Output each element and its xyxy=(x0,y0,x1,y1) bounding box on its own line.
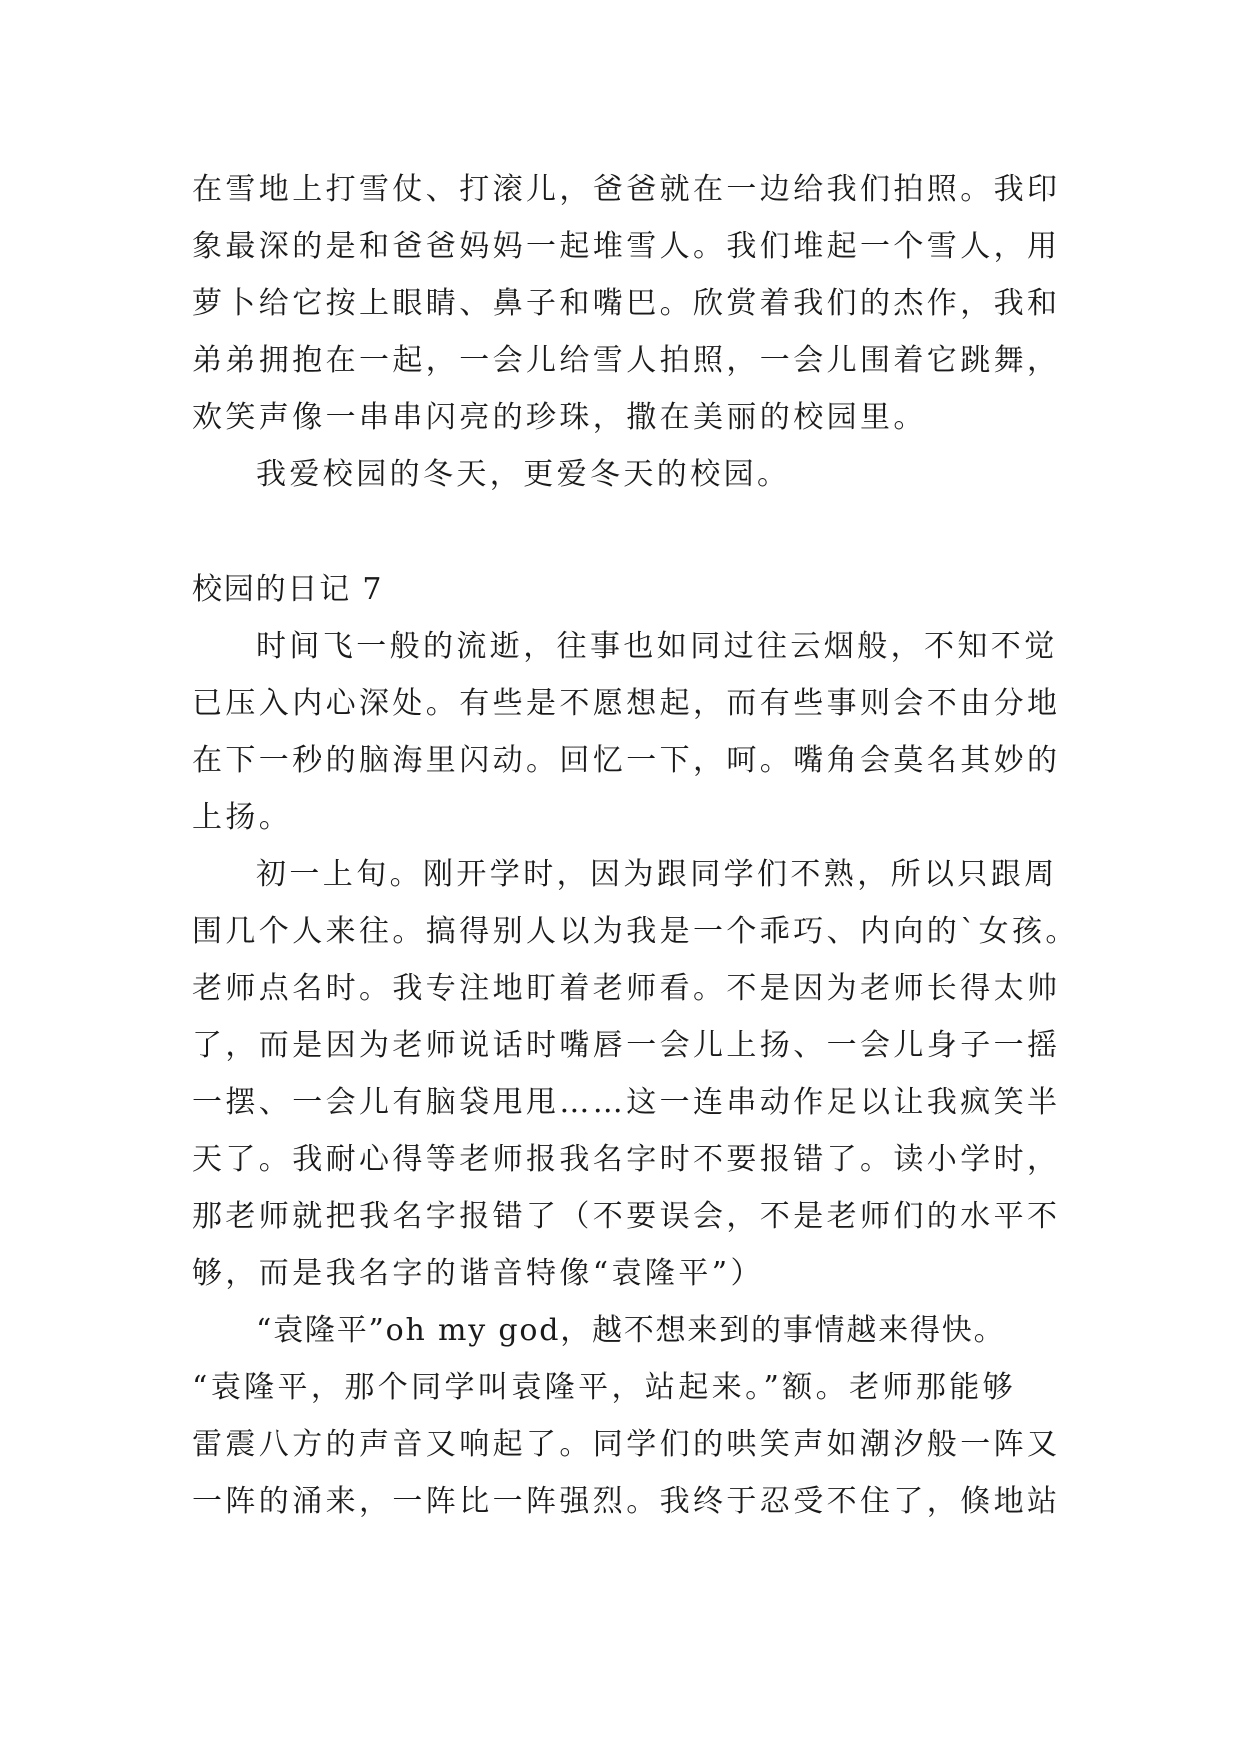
paragraph-line: 欢笑声像一串串闪亮的珍珠，撒在美丽的校园里。 xyxy=(192,400,927,435)
paragraph-line: 雷震八方的声音又响起了。同学们的哄笑声如潮汐般一阵又 xyxy=(192,1427,1061,1462)
paragraph-line: 天了。我耐心得等老师报我名字时不要报错了。读小学时， xyxy=(192,1142,1061,1177)
paragraph-line: 在下一秒的脑海里闪动。回忆一下，呵。嘴角会莫名其妙的 xyxy=(192,743,1061,778)
paragraph-line: 萝卜给它按上眼睛、鼻子和嘴巴。欣赏着我们的杰作，我和 xyxy=(192,286,1061,321)
paragraph-line: 那老师就把我名字报错了（不要误会，不是老师们的水平不 xyxy=(192,1199,1061,1234)
paragraph-line: 初一上旬。刚开学时，因为跟同学们不熟，所以只跟周 xyxy=(256,857,1058,892)
paragraph-line: 一阵的涌来，一阵比一阵强烈。我终于忍受不住了，倏地站 xyxy=(192,1484,1061,1519)
paragraph-line: 够，而是我名字的谐音特像“袁隆平”） xyxy=(192,1256,764,1291)
paragraph-line: 老师点名时。我专注地盯着老师看。不是因为老师长得太帅 xyxy=(192,971,1061,1006)
paragraph-line: 已压入内心深处。有些是不愿想起，而有些事则会不由分地 xyxy=(192,686,1061,721)
paragraph-line: 象最深的是和爸爸妈妈一起堆雪人。我们堆起一个雪人，用 xyxy=(192,229,1061,264)
paragraph-line: 围几个人来往。搞得别人以为我是一个乖巧、内向的`女孩。 xyxy=(192,914,1079,949)
paragraph-line: “袁隆平”oh my god，越不想来到的事情越来得快。 xyxy=(256,1313,1006,1348)
paragraph-line: 一摆、一会儿有脑袋甩甩……这一连串动作足以让我疯笑半 xyxy=(192,1085,1061,1120)
paragraph-line: 弟弟拥抱在一起，一会儿给雪人拍照，一会儿围着它跳舞， xyxy=(192,343,1061,378)
paragraph-line: 在雪地上打雪仗、打滚儿，爸爸就在一边给我们拍照。我印 xyxy=(192,172,1061,207)
paragraph-line: 上扬。 xyxy=(192,800,293,835)
paragraph-line: 我爱校园的冬天，更爱冬天的校园。 xyxy=(256,457,791,492)
paragraph-line: 时间飞一般的流逝，往事也如同过往云烟般，不知不觉 xyxy=(256,629,1058,664)
paragraph-line: 了，而是因为老师说话时嘴唇一会儿上扬、一会儿身子一摇 xyxy=(192,1028,1061,1063)
section-heading: 校园的日记 7 xyxy=(192,572,384,607)
paragraph-line: “袁隆平，那个同学叫袁隆平，站起来。”额。老师那能够 xyxy=(192,1370,1017,1405)
